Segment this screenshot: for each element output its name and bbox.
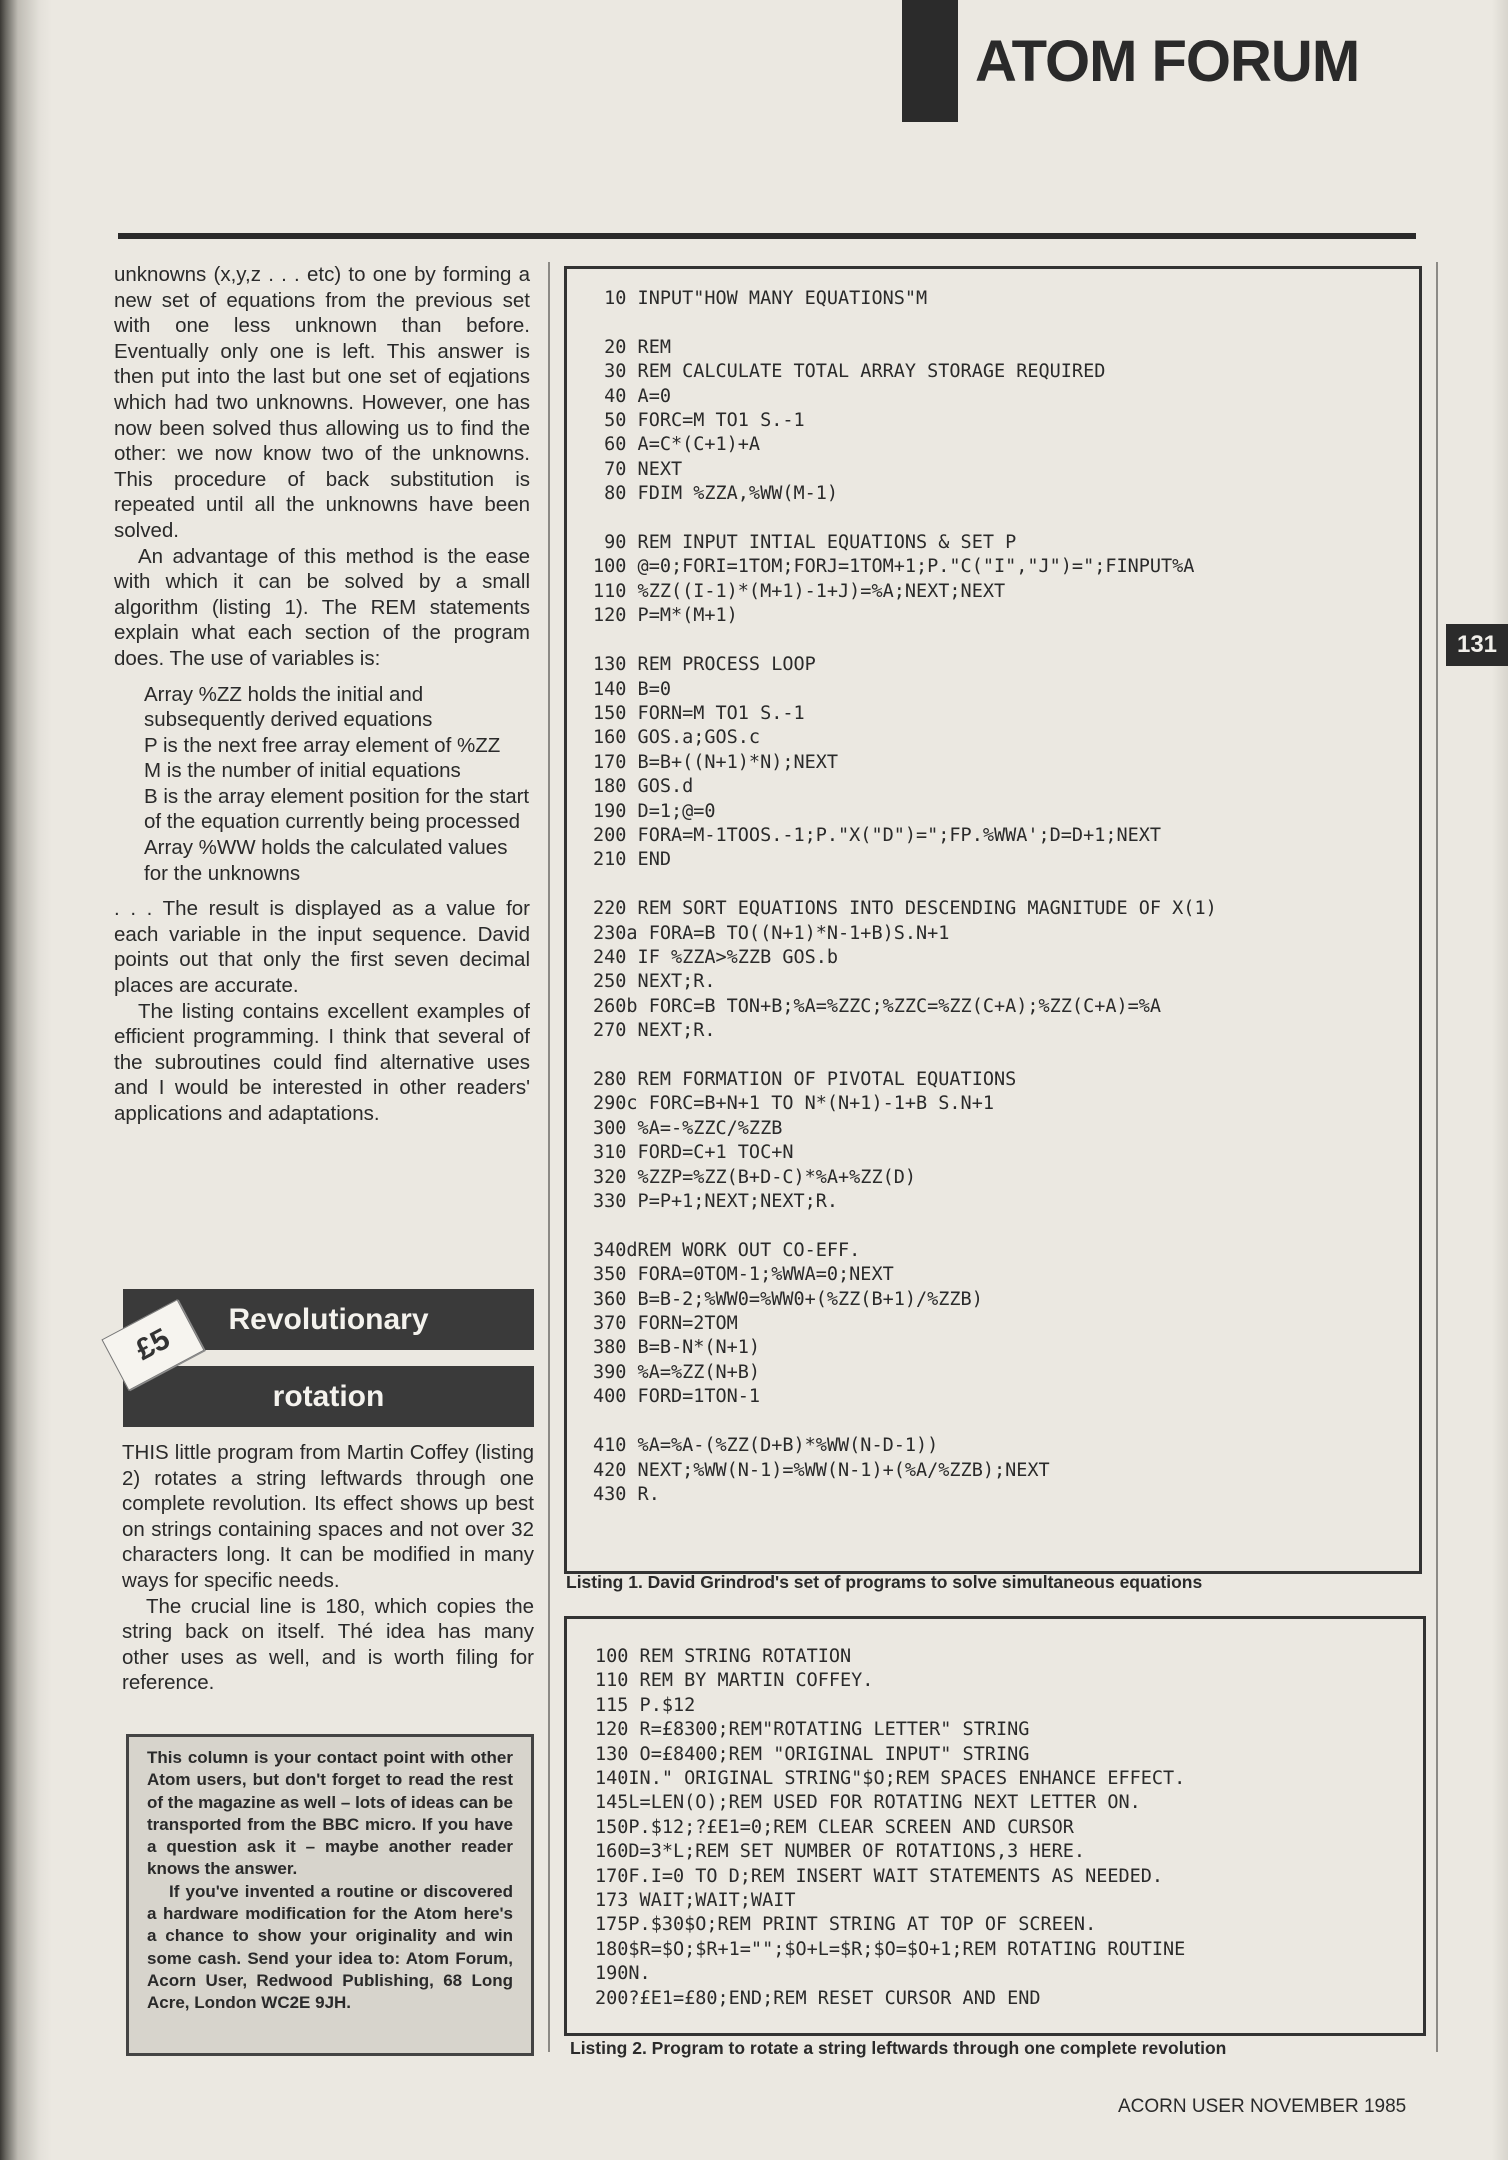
header-rule [118, 233, 1416, 239]
article-title-line2: rotation [123, 1366, 534, 1427]
article-paragraph: An advantage of this method is the ease with which it can be solved by a small algorithm (listing 1). The REM statements explain what each section of the program does. The use of variables is: [114, 544, 530, 670]
article-simultaneous-equations [114, 262, 530, 1127]
article-paragraph: . . . The result is displayed as a value for each variable in the input sequence. David points out that only the first seven decimal places are accurate. [114, 897, 530, 998]
column-divider [548, 262, 550, 2052]
article-revolutionary-rotation [122, 1440, 534, 1696]
contact-paragraph: This column is your contact point with other Atom users, but don't forget to read the rest of the magazine as well – lots of ideas can be transported from the BBC micro. If you have a question ask it – maybe another reader knows the answer. [147, 1748, 513, 1879]
header-block [902, 0, 958, 122]
column-divider [1436, 262, 1438, 2052]
page-number-tab: 131 [1446, 624, 1508, 666]
variable-list [144, 682, 530, 887]
variable-item: M is the number of initial equations [144, 759, 461, 783]
footer-issue: ACORN USER NOVEMBER 1985 [1118, 2096, 1407, 2117]
contact-info-box [126, 1734, 534, 2056]
article-paragraph: The listing contains excellent examples of efficient programming. I think that several of the subroutines could find alternative uses and I would be interested in other readers' applications and adaptations. [114, 999, 530, 1125]
variable-item: P is the next free array element of %ZZ [144, 733, 501, 757]
listing-1-caption: Listing 1. David Grindrod's set of programs to solve simultaneous equations [566, 1572, 1203, 1592]
listing-2-code: 100 REM STRING ROTATION 110 REM BY MARTIN COFFEY. 115 P.$12 120 R=£8300;REM"ROTATING LETTER" STRING 130 O=£8400;REM "ORIGINAL INPUT" STRING 140IN." ORIGINAL STRING"$O;REM SPACES ENHANCE EFFECT. 145L=LEN(O);REM USED FOR ROTATING NEXT LETTER ON. 150P.$12;?£E1=0;REM CLEAR SCREEN AND CURSOR 160D=3*L;REM SET NUMBER OF ROTATIONS,3 HERE. 170F.I=0 TO D;REM INSERT WAIT STATEMENTS AS NEEDED. 173 WAIT;WAIT;WAIT 175P.$30$O;REM PRINT STRING AT TOP OF SCREEN. 180$R=$O;$R+1="";$O+L=$R;$O=$O+1;REM ROTATING ROUTINE 190N. 200?£E1=£80;END;REM RESET CURSOR AND END [595, 1646, 1186, 2009]
variable-item: Array %ZZ holds the initial and subsequently derived equations [144, 682, 433, 732]
listing-2-box [564, 1616, 1426, 2036]
variable-item: Array %WW holds the calculated values for the unknowns [144, 836, 508, 885]
page-edge [1492, 0, 1508, 2160]
prize-tag: £5 [101, 1299, 204, 1391]
listing-1-code: 10 INPUT"HOW MANY EQUATIONS"M 20 REM 30 REM CALCULATE TOTAL ARRAY STORAGE REQUIRED 40 A=0 50 FORC=M TO1 S.-1 60 A=C*(C+1)+A 70 NEXT 80 FDIM %ZZA,%WW(M-1) 90 REM INPUT INTIAL EQUATIONS & SET P 100 @=0;FORI=1TOM;FORJ=1TOM+1;P."C("I","J")=";FINPUT%A 110 %ZZ((I-1)*(M+1)-1+J)=%A;NEXT;NEXT 120 P=M*(M+1) 130 REM PROCESS LOOP 140 B=0 150 FORN=M TO1 S.-1 160 GOS.a;GOS.c 170 B=B+((N+1)*N);NEXT 180 GOS.d 190 D=1;@=0 200 FORA=M-1TOOS.-1;P."X("D")=";FP.%WWA';D=D+1;NEXT 210 END 220 REM SORT EQUATIONS INTO DESCENDING MAGNITUDE OF X(1) 230a FORA=B TO((N+1)*N-1+B)S.N+1 240 IF %ZZA>%ZZB GOS.b 250 NEXT;R. 260b FORC=B TON+B;%A=%ZZC;%ZZC=%ZZ(C+A);%ZZ(C+A)=%A 270 NEXT;R. 280 REM FORMATION OF PIVOTAL EQUATIONS 290c FORC=B+N+1 TO N*(N+1)-1+B S.N+1 300 %A=-%ZZC/%ZZB 310 FORD=C+1 TOC+N 320 %ZZP=%ZZ(B+D-C)*%A+%ZZ(D) 330 P=P+1;NEXT;NEXT;R. 340dREM WORK OUT CO-EFF. 350 FORA=0TOM-1;%WWA=0;NEXT 360 B=B-2;%WW0=%WW0+(%ZZ(B+1)/%ZZB) 370 FORN=2TOM 380 B=B-N*(N+1) 390 %A=%ZZ(N+B) 400 FORD=1TON-1 410 %A=%A-(%ZZ(D+B)*%WW(N-D-1)) 420 NEXT;%WW(N-1)=%WW(N-1)+(%A/%ZZB);NEXT 430 R. [593, 288, 1217, 1505]
article-title-line1: Revolutionary [123, 1289, 534, 1350]
contact-paragraph: If you've invented a routine or discovered a hardware modification for the Atom here's a chance to show your originality and win some cash. Send your idea to: Atom Forum, Acorn User, Redwood Publishing, 68 Long Acre, London WC2E 9JH. [147, 1881, 513, 2013]
listing-1-box [564, 266, 1422, 1574]
article-paragraph: THIS little program from Martin Coffey (listing 2) rotates a string leftwards through one complete revolution. Its effect shows up best on strings containing spaces and not over 32 characters long. It can be modified in many ways for specific needs. [122, 1441, 534, 1592]
section-title: ATOM FORUM [975, 29, 1360, 94]
listing-2-caption: Listing 2. Program to rotate a string leftwards through one complete revolution [570, 2038, 1227, 2058]
article-paragraph: unknowns (x,y,z . . . etc) to one by forming a new set of equations from the previous set with one less unknown than before. Eventually only one is left. This answer is then put into the last but one set of eqjations which had two unknowns. However, one has now been solved thus allowing us to find the other: we now know two of the unknowns. This procedure of back substitution is repeated until all the unknowns have been solved. [114, 263, 530, 542]
variable-item: B is the array element position for the start of the equation currently being processed [144, 784, 530, 834]
book-spine-shadow [0, 0, 52, 2160]
article-paragraph: The crucial line is 180, which copies the string back on itself. Thé idea has many other uses as well, and is worth filing for reference. [122, 1594, 534, 1695]
